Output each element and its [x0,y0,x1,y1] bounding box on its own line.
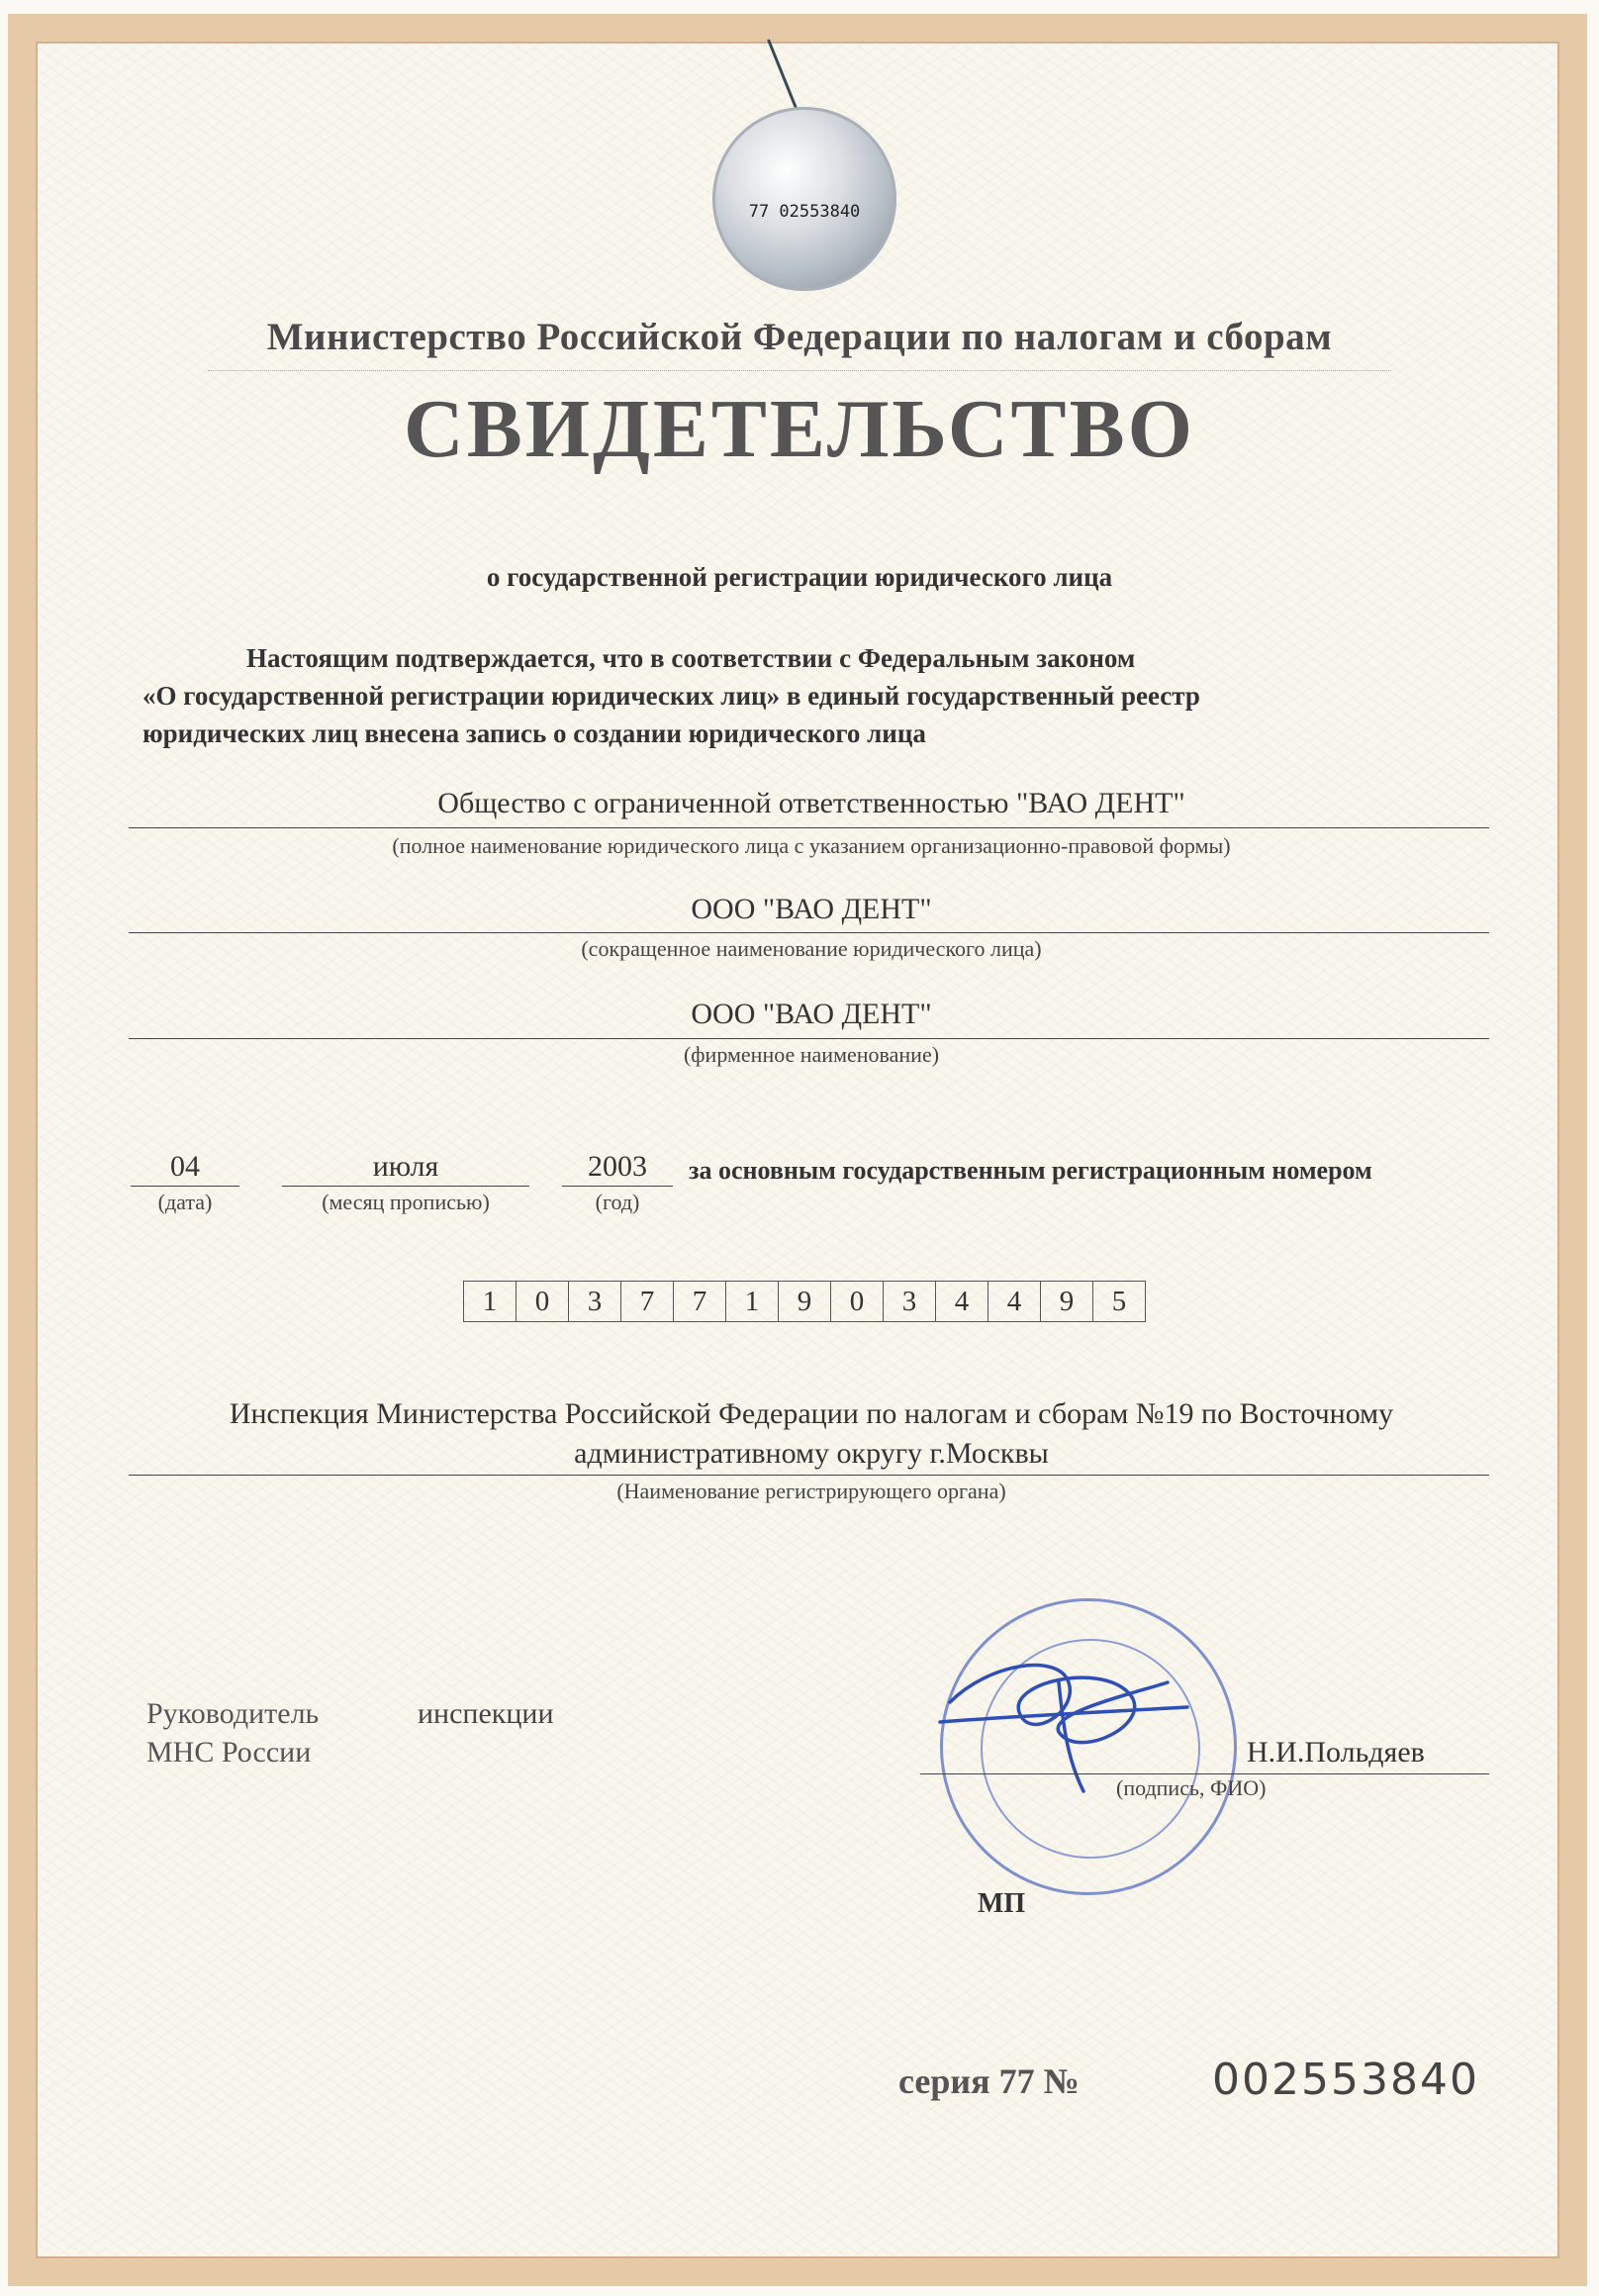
year-underline [562,1186,673,1187]
statement-paragraph [142,639,1474,752]
ogrn-digit-box: 1 [464,1282,517,1322]
month-underline [282,1186,529,1187]
signatory-position-a: Руководитель [146,1697,320,1730]
authority-line-2: административному округу г.Москвы [574,1437,1049,1470]
entity-full-name: Общество с ограниченной ответственностью "ВАО ДЕНТ" [437,787,1185,819]
signatory-name: Н.И.Польдяев [1247,1736,1425,1769]
entity-short-name: ООО "ВАО ДЕНТ" [691,893,932,925]
ogrn-number-boxes [463,1281,1146,1322]
authority-line-1: Инспекция Министерства Российской Федерации по налогам и сборам №19 по Восточному [229,1397,1394,1430]
hologram-number: 77 02553840 [748,202,861,222]
date-month: июля [372,1150,439,1183]
ogrn-digit-box: 5 [1093,1282,1146,1322]
date-day: 04 [170,1150,200,1183]
full-name-underline [129,827,1489,828]
day-underline [131,1186,239,1187]
entity-firm-name: ООО "ВАО ДЕНТ" [691,998,932,1030]
ogrn-digit-box: 9 [1041,1282,1093,1322]
ogrn-digit-box: 0 [517,1282,569,1322]
authority-underline [129,1475,1489,1476]
firm-name-underline [129,1038,1489,1039]
hologram-seal [712,107,896,291]
signatory-position-c: МНС России [146,1736,312,1769]
ogrn-digit-box: 1 [726,1282,779,1322]
ogrn-digit-box: 4 [936,1282,988,1322]
date-year: 2003 [588,1150,647,1183]
ogrn-digit-box: 9 [779,1282,831,1322]
ogrn-digit-box: 0 [831,1282,884,1322]
day-caption: (дата) [157,1190,213,1214]
signatory-position-b: инспекции [418,1697,554,1730]
authority-caption: (Наименование регистрирующего органа) [616,1479,1006,1503]
heading-divider [208,370,1391,371]
short-name-underline [129,932,1489,933]
ogrn-label: за основным государственным регистрационным номером [689,1156,1372,1185]
firm-name-caption: (фирменное наименование) [683,1042,940,1067]
year-caption: (год) [595,1190,640,1214]
ogrn-digit-box: 3 [569,1282,621,1322]
statement-line-3: юридических лиц внесена запись о создании юридического лица [142,718,926,748]
signature-caption: (подпись, ФИО) [1116,1775,1267,1800]
short-name-caption: (сокращенное наименование юридического лица) [581,936,1042,961]
ogrn-digit-box: 7 [674,1282,726,1322]
statement-line-2: «О государственной регистрации юридических лиц» в единый государственный реестр [142,681,1200,711]
signature-underline [920,1773,1489,1774]
ogrn-digit-box: 7 [621,1282,674,1322]
document-title: СВИДЕТЕЛЬСТВО [404,383,1195,475]
series-label: серия 77 № [898,2061,1080,2101]
ministry-heading: Министерство Российской Федерации по налогам и сборам [266,316,1333,358]
series-number: 002553840 [1212,2055,1479,2105]
statement-line-1: Настоящим подтверждается, что в соответствии с Федеральным законом [246,643,1136,673]
document-subtitle: о государственной регистрации юридического лица [486,562,1113,592]
seal-place-mark: МП [978,1888,1026,1919]
ogrn-digit-box: 4 [988,1282,1041,1322]
month-caption: (месяц прописью) [322,1190,490,1214]
ogrn-digit-box: 3 [884,1282,936,1322]
full-name-caption: (полное наименование юридического лица с указанием организационно-правовой формы) [392,833,1231,858]
certificate-field [36,42,1559,2258]
